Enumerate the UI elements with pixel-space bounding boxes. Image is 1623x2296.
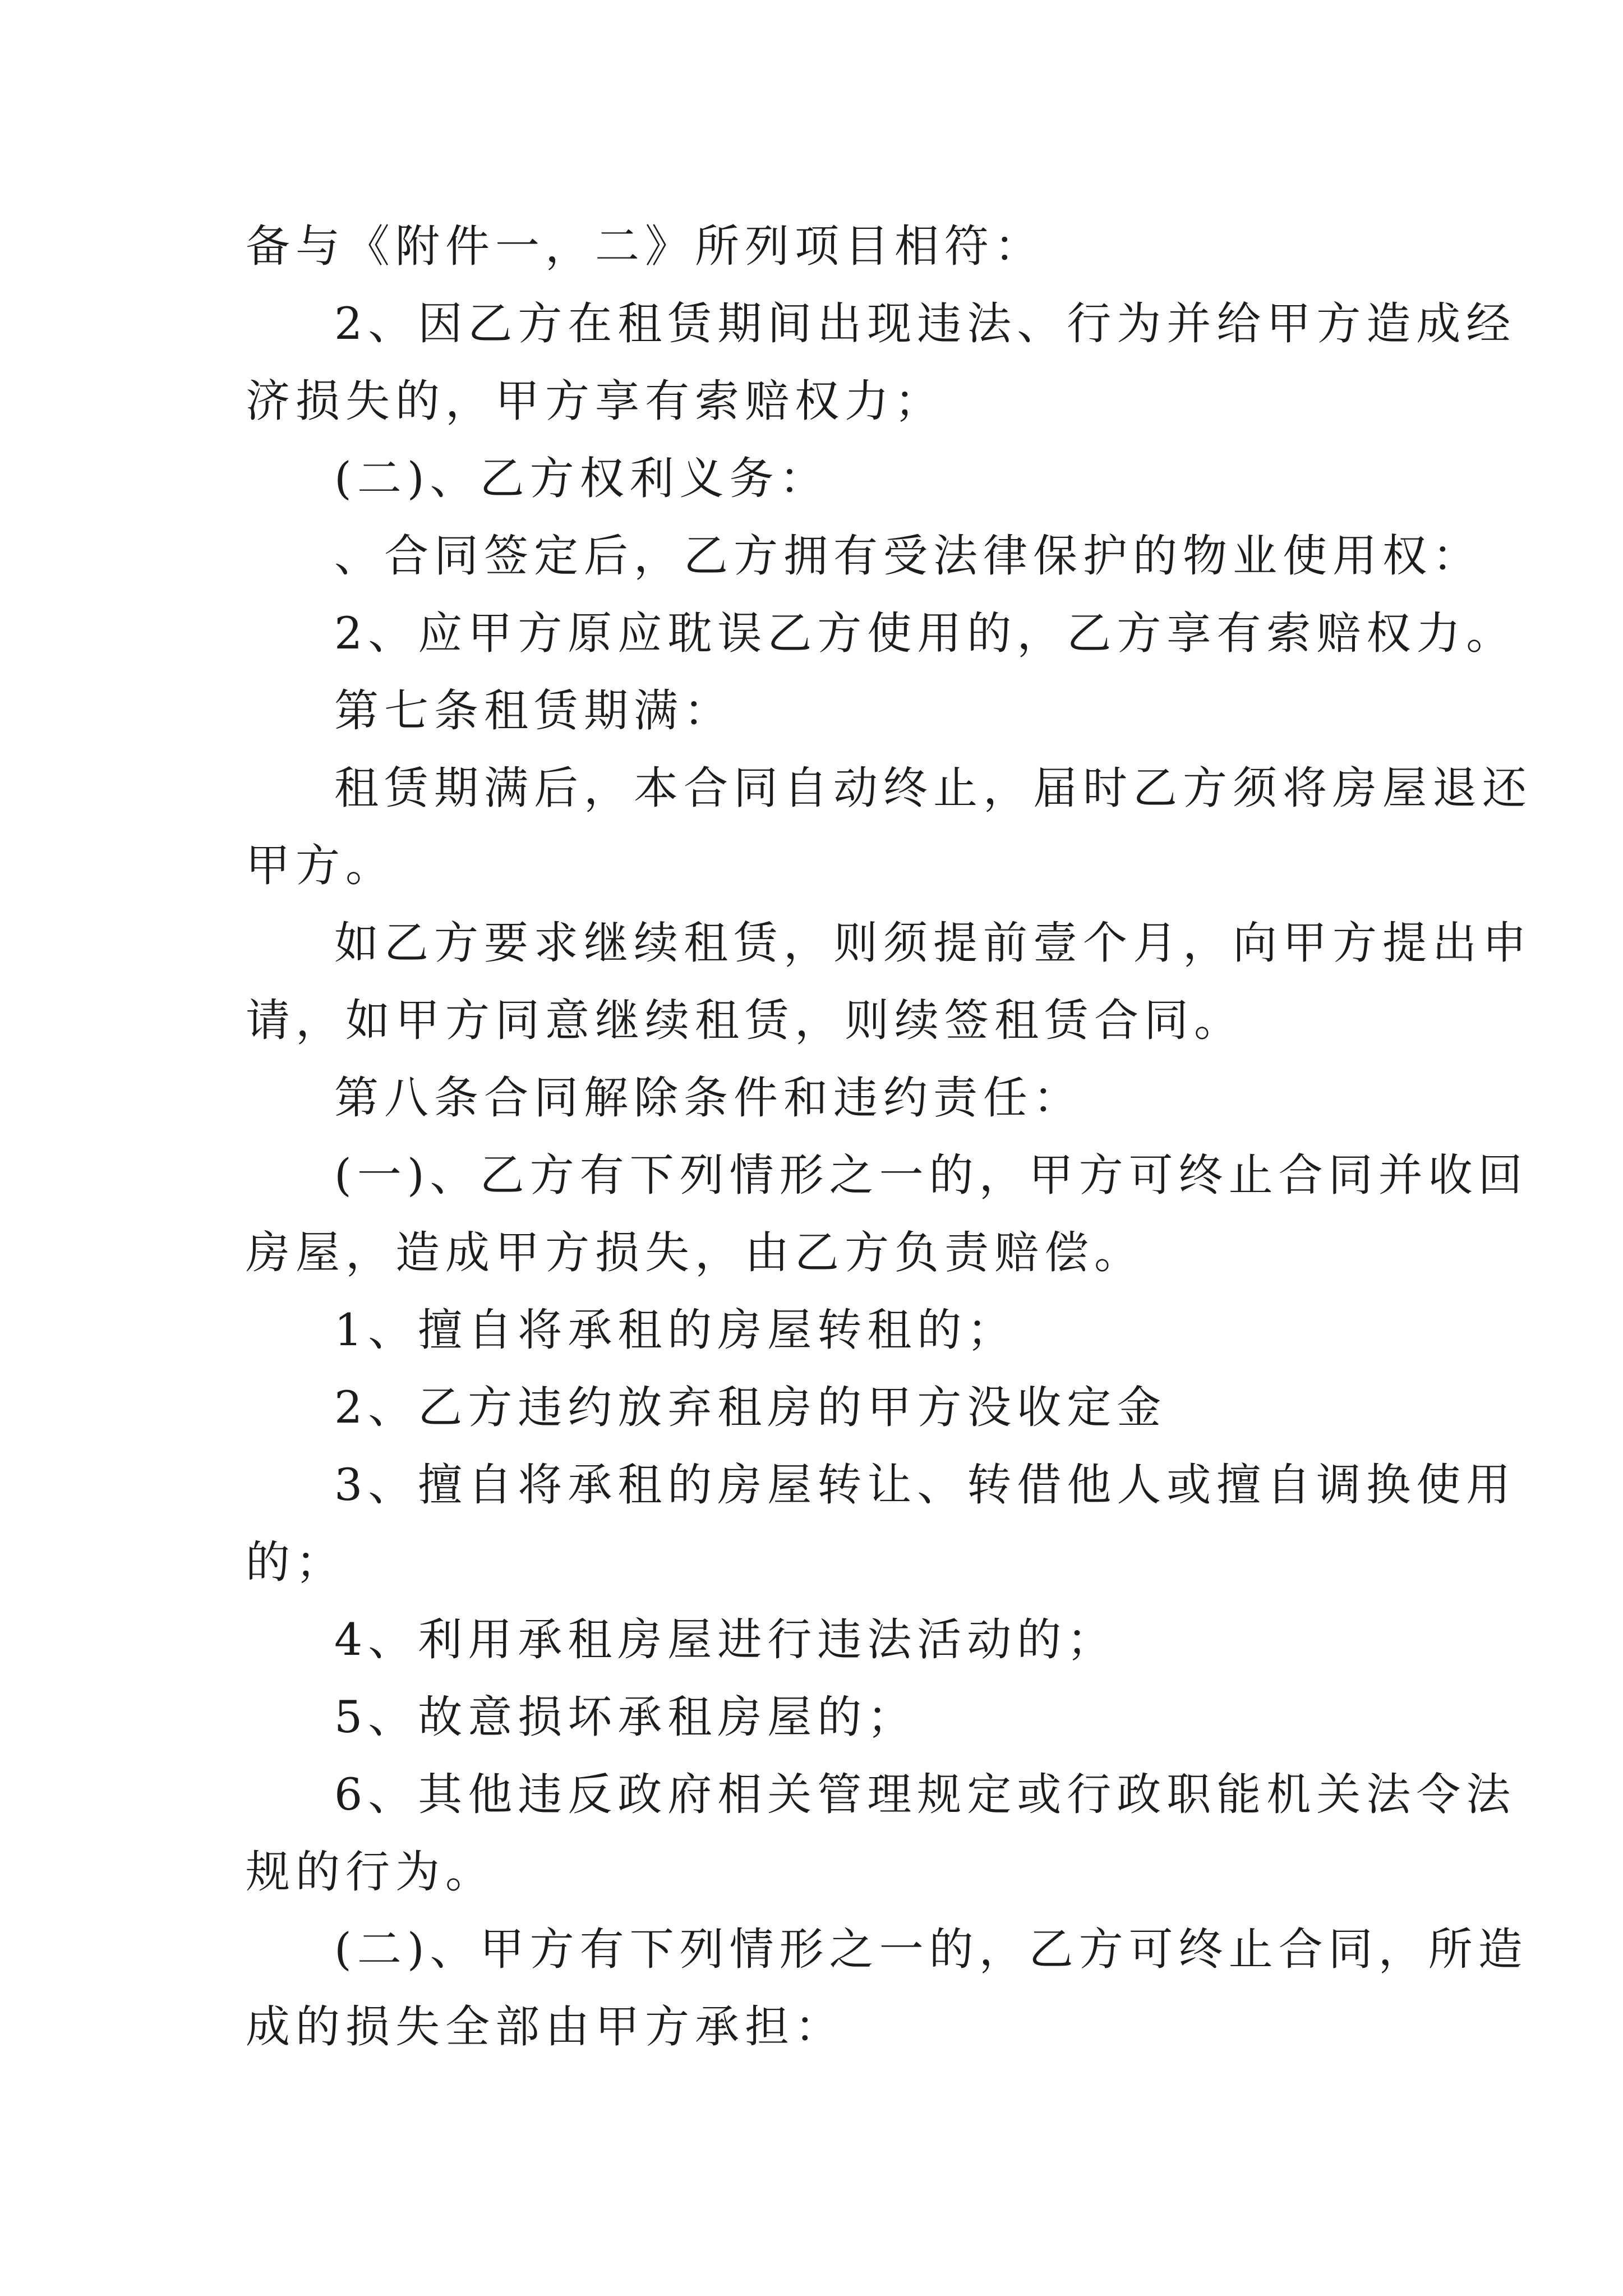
text-line: 租赁期满后，本合同自动终止，届时乙方须将房屋退还: [334, 762, 1532, 814]
text-line: (一)、乙方有下列情形之一的，甲方可终止合同并收回: [334, 1149, 1528, 1201]
section-heading: 第八条合同解除条件和违约责任：: [334, 1072, 1083, 1124]
list-item: 5、故意损坏承租房屋的；: [334, 1691, 917, 1743]
text-line: 成的损失全部由甲方承担：: [246, 2001, 845, 2053]
text-line: (二)、甲方有下列情形之一的，乙方可终止合同，所造: [334, 1924, 1528, 1975]
section-heading: 第七条租赁期满：: [334, 685, 734, 737]
text-line: 规的行为。: [246, 1846, 495, 1898]
text-line: 的；: [246, 1536, 345, 1588]
text-line: (二)、乙方权利义务：: [334, 453, 829, 504]
text-line: 如乙方要求继续租赁，则须提前壹个月，向甲方提出申: [334, 917, 1532, 969]
list-item: 3、擅自将承租的房屋转让、转借他人或擅自调换使用: [334, 1459, 1516, 1511]
text-line: 房屋，造成甲方损失，由乙方负责赔偿。: [246, 1227, 1144, 1278]
document-body: [246, 208, 1532, 2065]
list-item: 4、利用承租房屋进行违法活动的；: [334, 1614, 1117, 1665]
list-item: 2、乙方违约放弃租房的甲方没收定金: [334, 1382, 1167, 1433]
text-line: 、合同签定后，乙方拥有受法律保护的物业使用权：: [334, 530, 1482, 582]
text-line: 2、应甲方原应耽误乙方使用的，乙方享有索赔权力。: [334, 608, 1516, 659]
text-line: 备与《附件一，二》所列项目相符：: [246, 220, 1044, 272]
text-line: 2、因乙方在租赁期间出现违法、行为并给甲方造成经: [334, 298, 1516, 349]
text-line: 请，如甲方同意继续租赁，则续签租赁合同。: [246, 995, 1244, 1046]
list-item: 6、其他违反政府相关管理规定或行政职能机关法令法: [334, 1769, 1516, 1820]
text-line: 甲方。: [246, 840, 395, 891]
text-line: 济损失的，甲方享有索赔权力；: [246, 375, 944, 427]
list-item: 1、擅自将承租的房屋转租的；: [334, 1304, 1017, 1356]
